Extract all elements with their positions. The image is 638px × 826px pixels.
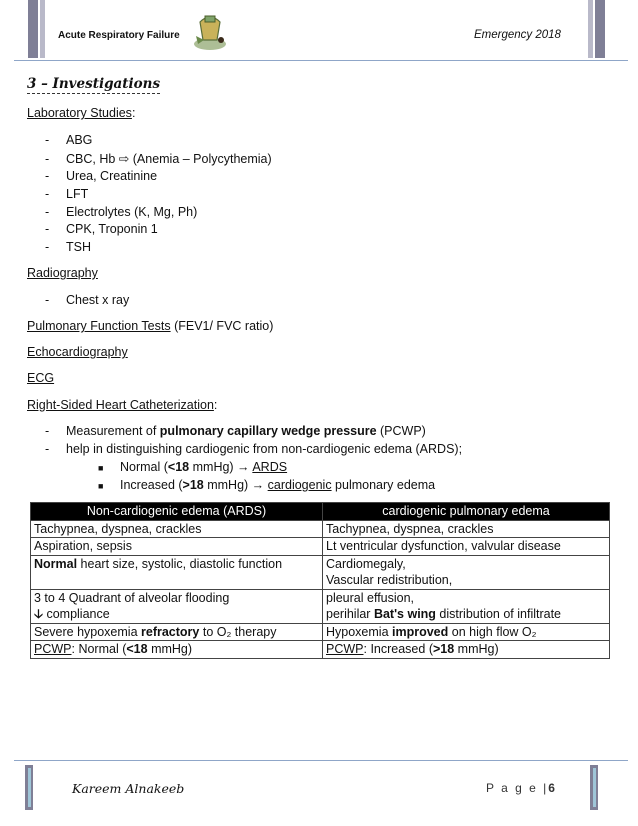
edema-comparison-table	[30, 502, 610, 659]
lab-heading-colon: :	[131, 106, 136, 120]
cell-text: heart size, systolic, diastolic function	[77, 556, 283, 571]
list-item: - Electrolytes (K, Mg, Ph)	[45, 205, 198, 219]
table-cell	[323, 555, 610, 589]
cell-bold: Bat's wing	[373, 607, 436, 621]
sub2-bold: >18	[182, 478, 204, 492]
footer-page-number: P a g e |6	[486, 781, 555, 795]
cell-text: : Normal (	[71, 642, 127, 656]
table-cell	[31, 589, 323, 623]
table-row	[31, 623, 610, 641]
list-item: - CBC, Hb ⇨ (Anemia – Polycythemia)	[45, 152, 272, 166]
table-row	[31, 538, 610, 556]
list-item-text: ABG	[66, 133, 93, 147]
cell-text: distribution of infiltrate	[435, 607, 562, 621]
cath-item1-pre: Measurement of	[66, 424, 160, 438]
table-cell: Lt ventricular dysfunction, valvular disease	[323, 538, 610, 556]
list-item-text: Chest x ray	[66, 293, 130, 307]
sub-list-item	[98, 478, 435, 492]
table-row	[31, 641, 610, 659]
table-row	[31, 520, 610, 538]
table-cell	[323, 589, 610, 623]
list-item: - Measurement of pulmonary capillary wedge pressure (PCWP)	[45, 424, 426, 438]
header-edition: Emergency 2018	[474, 29, 561, 41]
list-item: - LFT	[45, 187, 89, 201]
sub1-mid: mmHg) →	[189, 460, 253, 474]
table-cell	[31, 641, 323, 659]
column-header-noncardiogenic: Non-cardiogenic edema (ARDS)	[31, 503, 323, 521]
cell-text: to O₂ therapy	[199, 624, 277, 639]
cell-text: : Increased (	[363, 642, 433, 656]
cell-bold: improved	[392, 624, 449, 639]
ecg-heading: ECG	[27, 371, 55, 385]
cell-underlined: PCWP	[34, 642, 72, 656]
header-left-bar-outer	[28, 0, 38, 58]
cell-bold: refractory	[141, 624, 200, 639]
table-row	[31, 589, 610, 623]
cell-text: Hypoxemia	[326, 624, 392, 639]
cath-heading-colon: :	[213, 398, 218, 412]
list-item-text: Electrolytes (K, Mg, Ph)	[66, 205, 198, 219]
cell-text: Cardiomegaly,	[326, 556, 406, 571]
list-item-text: LFT	[66, 187, 89, 201]
pft-heading-text: Pulmonary Function Tests	[27, 319, 171, 333]
cell-text: 3 to 4 Quadrant of alveolar flooding	[34, 590, 230, 605]
column-header-cardiogenic: cardiogenic pulmonary edema	[323, 503, 610, 521]
cell-text: pleural effusion,	[326, 590, 415, 605]
table-cell: Tachypnea, dyspnea, crackles	[31, 520, 323, 538]
cell-bold: <18	[126, 642, 148, 656]
list-item: - Urea, Creatinine	[45, 169, 158, 183]
lab-heading-text: Laboratory Studies	[27, 106, 132, 120]
cell-bold: Normal	[34, 556, 78, 571]
page-number: 6	[548, 781, 555, 795]
sub2-pre: Increased (	[120, 478, 183, 492]
cath-item2-text: help in distinguishing cardiogenic from non-cardiogenic edema (ARDS);	[66, 442, 463, 456]
header-right-bar-inner	[588, 0, 593, 58]
header-document-title: Acute Respiratory Failure	[58, 30, 180, 41]
list-item: - Chest x ray	[45, 293, 130, 307]
header-left-bar-inner	[40, 0, 45, 58]
square-bullet-icon: ■	[98, 463, 104, 473]
footer-left-bar-inner	[28, 768, 31, 807]
cell-text: on high flow O₂	[448, 624, 537, 639]
cath-item1-bold: pulmonary capillary wedge pressure	[159, 424, 377, 438]
list-item: - TSH	[45, 240, 91, 254]
page-label: P a g e	[486, 781, 538, 795]
cell-bold: >18	[432, 642, 455, 656]
cath-heading-text: Right-Sided Heart Catheterization	[27, 398, 214, 412]
cell-text: mmHg)	[454, 642, 499, 656]
cell-text: Vascular redistribution,	[326, 573, 453, 587]
table-cell: Aspiration, sepsis	[31, 538, 323, 556]
cell-underlined: PCWP	[326, 642, 364, 656]
cell-text: compliance	[42, 607, 110, 621]
list-item-text: Urea, Creatinine	[66, 169, 158, 183]
medicine-bottle-logo-icon	[190, 10, 230, 52]
sub2-underlined: cardiogenic	[267, 478, 332, 492]
sub1-underlined: ARDS	[252, 460, 288, 474]
cell-text: perihilar	[326, 607, 374, 621]
table-cell	[31, 623, 323, 641]
sub1-pre: Normal (	[120, 460, 168, 474]
echo-heading: Echocardiography	[27, 345, 128, 359]
list-item: - ABG	[45, 133, 93, 147]
list-item-text: TSH	[66, 240, 91, 254]
list-item-text: CBC, Hb ⇨ (Anemia – Polycythemia)	[66, 152, 272, 166]
lab-heading	[27, 106, 135, 120]
table-cell	[323, 641, 610, 659]
down-arrow-icon: 🡣	[34, 607, 43, 621]
cell-text: mmHg)	[147, 642, 193, 656]
sub-list-item	[98, 460, 287, 474]
footer-author: Kareem Alnakeeb	[72, 781, 185, 796]
radiography-heading: Radiography	[27, 266, 98, 280]
footer-rule	[14, 760, 628, 761]
table-header-row	[31, 503, 610, 521]
table-cell	[31, 555, 323, 589]
sub2-mid: mmHg) →	[203, 478, 268, 492]
sub2-post: pulmonary edema	[331, 478, 436, 492]
header-rule	[14, 60, 628, 61]
cath-heading	[27, 398, 217, 412]
footer-right-bar-inner	[593, 768, 596, 807]
pft-heading-suffix: (FEV1/ FVC ratio)	[170, 319, 274, 333]
sub1-bold: <18	[167, 460, 190, 474]
table-cell: Tachypnea, dyspnea, crackles	[323, 520, 610, 538]
list-item: - help in distinguishing cardiogenic from non-cardiogenic edema (ARDS);	[45, 442, 463, 456]
square-bullet-icon: ■	[98, 481, 104, 491]
pft-heading	[27, 319, 273, 333]
table-cell	[323, 623, 610, 641]
list-item-text: CPK, Troponin 1	[66, 222, 158, 236]
cath-item1-post: (PCWP)	[376, 424, 426, 438]
section-title: 3 – Investigations	[27, 76, 161, 92]
list-item: - CPK, Troponin 1	[45, 222, 158, 236]
cell-text: Severe hypoxemia	[34, 624, 142, 639]
table-row	[31, 555, 610, 589]
header-right-bar-outer	[595, 0, 605, 58]
